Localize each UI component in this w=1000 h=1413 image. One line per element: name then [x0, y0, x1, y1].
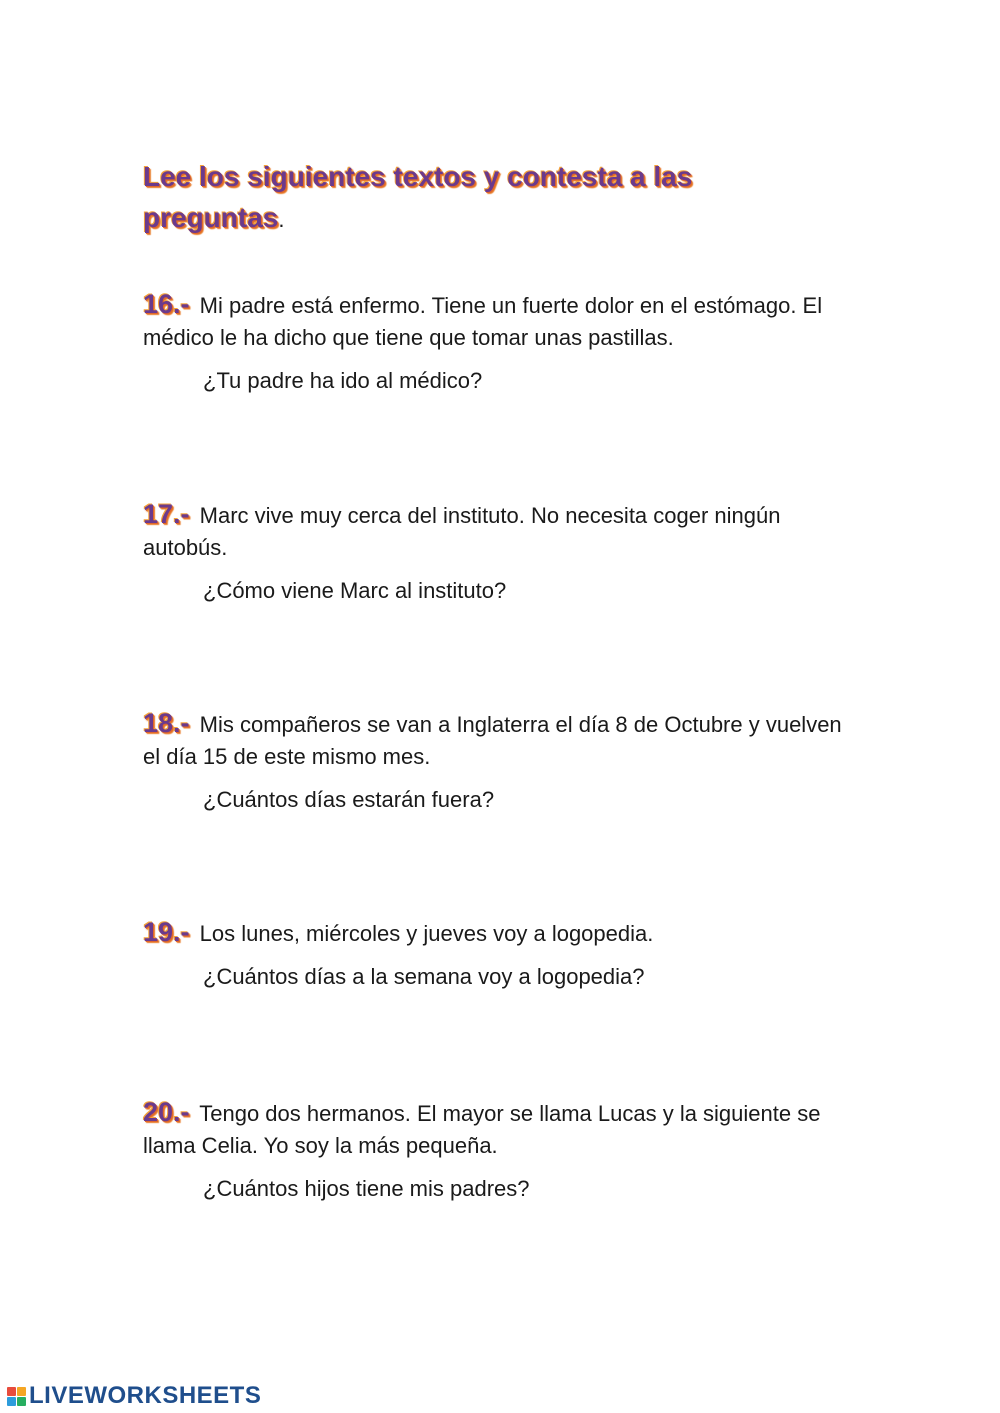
logo-tile: [7, 1387, 16, 1396]
exercise-text: [143, 1096, 863, 1162]
exercise-body: Los lunes, miércoles y jueves voy a logopedia.: [199, 921, 654, 946]
exercise-16: [143, 288, 863, 397]
exercise-question: ¿Tu padre ha ido al médico?: [203, 368, 483, 393]
exercise-text: [143, 707, 863, 773]
exercise-number: 17.-: [143, 499, 190, 529]
exercise-text: [143, 916, 863, 950]
exercise-question: ¿Cuántos días estarán fuera?: [203, 787, 495, 812]
logo-text: LIVEWORKSHEETS: [29, 1382, 262, 1409]
exercise-17: [143, 498, 863, 607]
exercise-question: ¿Cuántos días a la semana voy a logopedia?: [203, 964, 645, 989]
logo-tile: [7, 1397, 16, 1406]
exercise-20: [143, 1096, 863, 1205]
page-title: [143, 156, 783, 240]
liveworksheets-logo-icon: [7, 1387, 26, 1406]
exercise-body: Tengo dos hermanos. El mayor se llama Lucas y la siguiente se llama Celia. Yo soy la más pequeña.: [143, 1101, 821, 1158]
exercise-body: Mis compañeros se van a Inglaterra el día 8 de Octubre y vuelven el día 15 de este mismo mes.: [143, 712, 842, 769]
exercise-number: 18.-: [143, 708, 190, 738]
title-text: Lee los siguientes textos y contesta a las preguntas: [143, 161, 693, 233]
logo-tile: [17, 1387, 26, 1396]
exercise-number: 19.-: [143, 917, 190, 947]
exercise-question: ¿Cuántos hijos tiene mis padres?: [203, 1176, 530, 1201]
footer-logo: [7, 1381, 261, 1411]
logo-tile: [17, 1397, 26, 1406]
title-period: .: [278, 207, 285, 232]
exercise-number: 20.-: [143, 1097, 190, 1127]
exercise-18: [143, 707, 863, 816]
exercise-number: 16.-: [143, 289, 190, 319]
exercise-text: [143, 288, 863, 354]
exercise-body: Marc vive muy cerca del instituto. No necesita coger ningún autobús.: [143, 503, 781, 560]
exercise-body: Mi padre está enfermo. Tiene un fuerte dolor en el estómago. El médico le ha dicho que tiene que tomar unas pastillas.: [143, 293, 823, 350]
exercise-question: ¿Cómo viene Marc al instituto?: [203, 578, 507, 603]
exercise-19: [143, 916, 863, 993]
exercise-text: [143, 498, 863, 564]
